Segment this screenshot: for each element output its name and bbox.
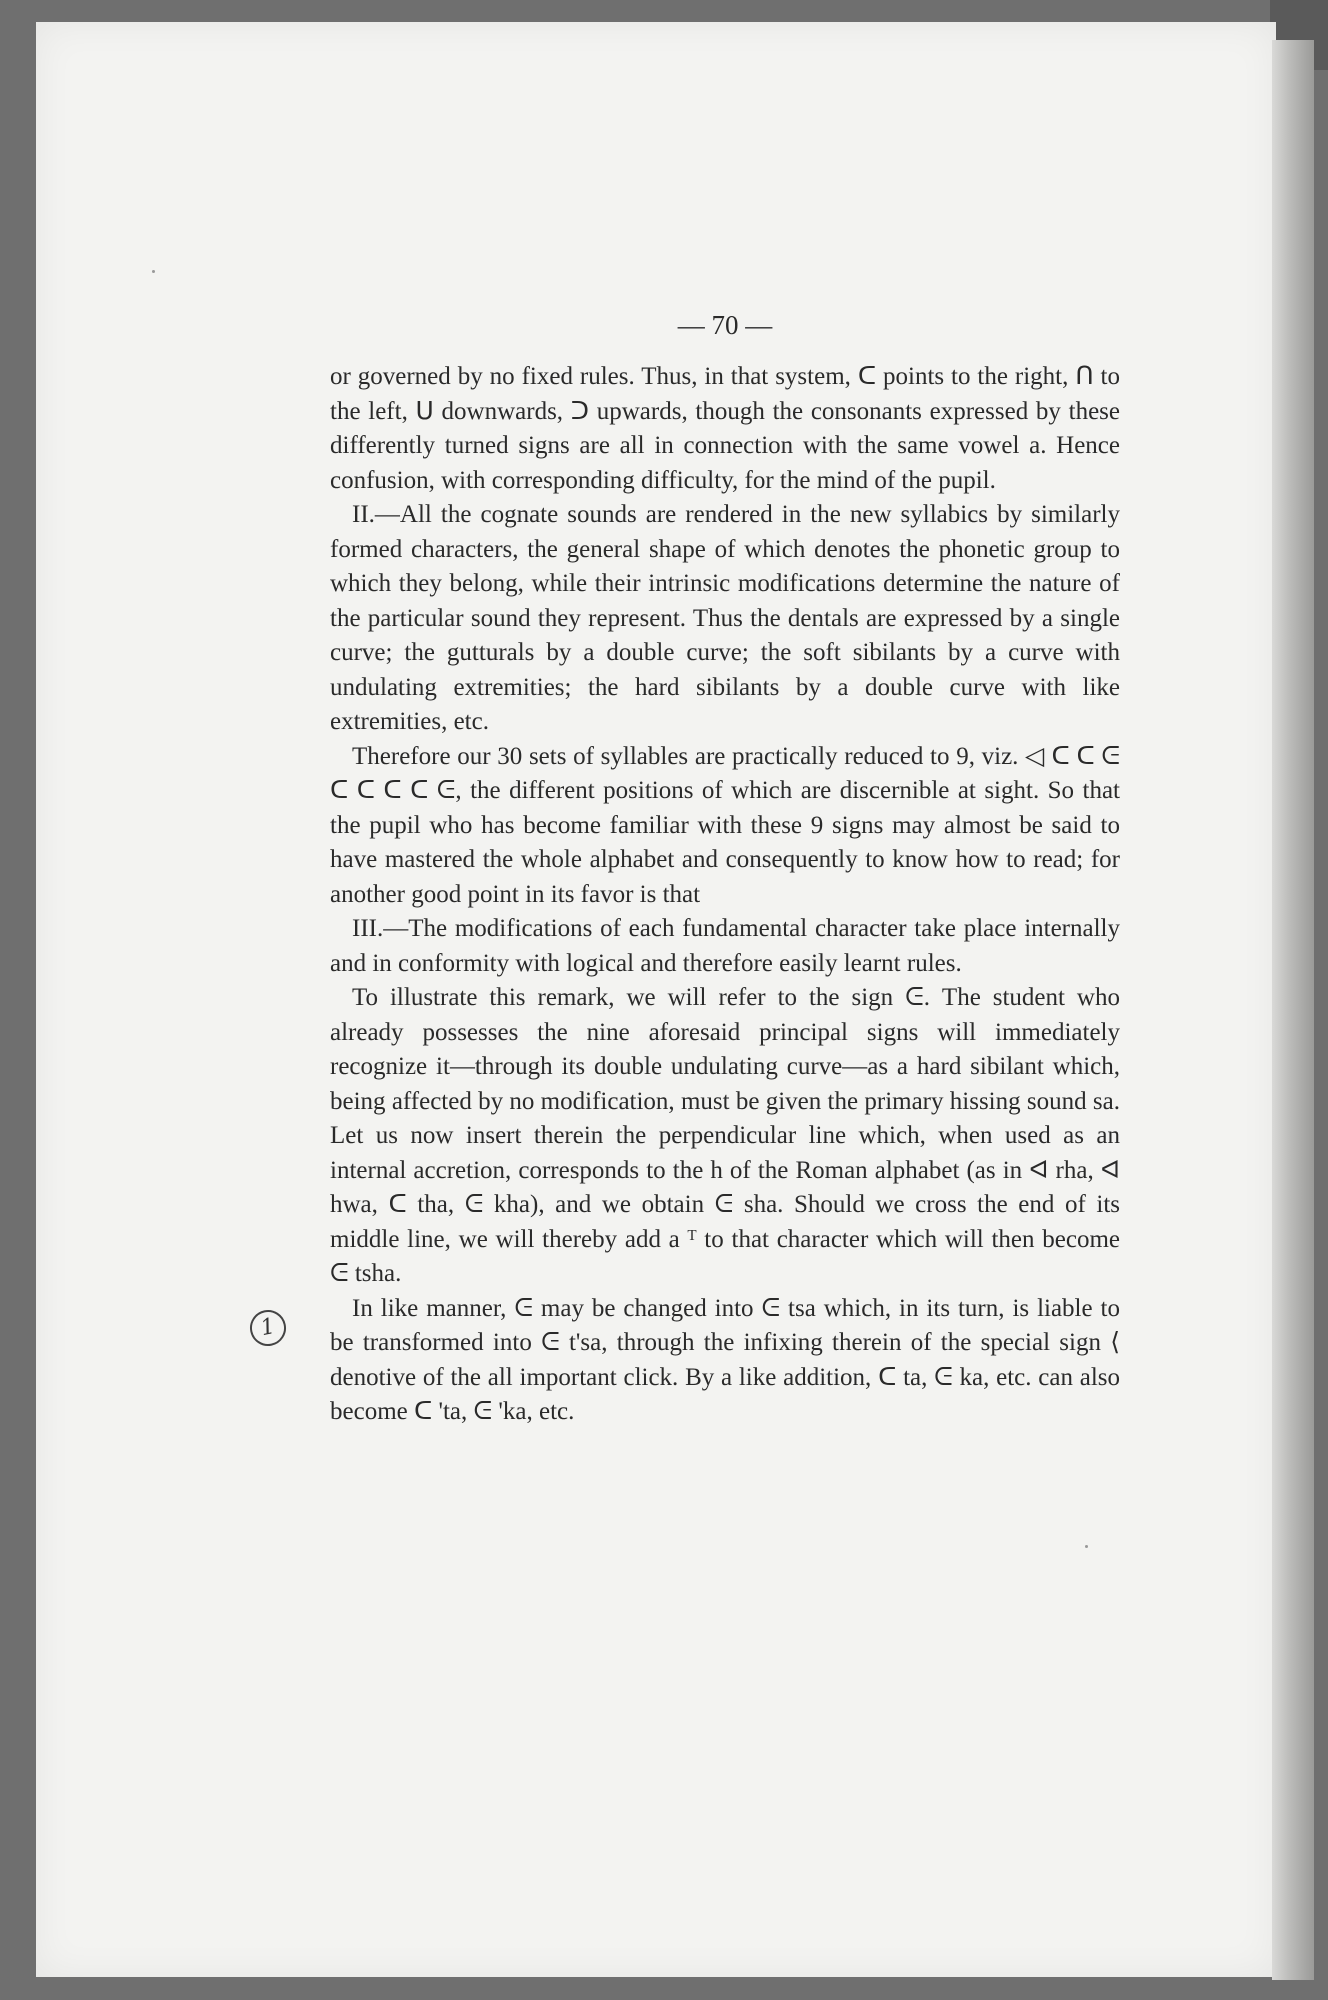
paragraph-3: Therefore our 30 sets of syllables are practically reduced to 9, viz. ◁ ᑕ ᑕ ᕮ ᑕ ᑕ ᑕ ᑕ ᕮ, the different positions of which are discernible at sight. So that the pupil who has become familiar with these 9 signs may almost be said to have mastered the whole alphabet and consequently to know how to read; for another good point in its favor is that — [330, 742, 1120, 908]
page-edge-shadow — [1272, 40, 1314, 1980]
paragraph-1: or governed by no fixed rules. Thus, in that system, ᑕ points to the right, ᑎ to the left, ᑌ downwards, ᑐ upwards, though the consonants expressed by these differently turned signs are all in connection with the same vowel a. Hence confusion, with corresponding difficulty, for the mind of the pupil. — [330, 363, 1120, 494]
paragraph-2: II.—All the cognate sounds are rendered in the new syllabics by similarly formed characters, the general shape of which denotes the phonetic group to which they belong, while their intrinsic modifications determine the nature of the particular sound they represent. Thus the dentals are expressed by a single curve; the gutturals by a double curve; the soft sibilants by a curve with undulating extremities; the hard sibilants by a double curve with like extremities, etc. — [330, 501, 1120, 735]
paragraph-5: To illustrate this remark, we will refer to the sign ᕮ. The student who already possesses the nine aforesaid principal signs will immediately recognize it—through its double undulating curve—as a hard sibilant which, being affected by no modification, must be given the primary hissing sound sa. Let us now insert therein the perpendicular line which, when used as an internal accretion, corresponds to the h of the Roman alphabet (as in ᐊ rha, ᐊ hwa, ᑕ tha, ᕮ kha), and we obtain ᕮ sha. Should we cross the end of its middle line, we will thereby add a ᵀ to that character which will then become ᕮ tsha. — [330, 984, 1120, 1287]
page-number: — 70 — — [677, 310, 773, 340]
paper-speck — [1085, 1545, 1088, 1548]
paragraph-4: III.—The modifications of each fundamental character take place internally and in conformity with logical and therefore easily learnt rules. — [330, 915, 1120, 977]
paper-speck — [152, 270, 155, 273]
page-content — [330, 310, 1120, 1430]
body-text — [330, 360, 1120, 1430]
paragraph-6: In like manner, ᕮ may be changed into ᕮ tsa which, in its turn, is liable to be transformed into ᕮ t'sa, through the infixing therein of the special sign ⟨ denotive of the all important click. By a like addition, ᑕ ta, ᕮ ka, etc. can also become ᑕ 'ta, ᕮ 'ka, etc. — [330, 1294, 1120, 1425]
margin-note-number: 1 — [258, 1313, 278, 1342]
